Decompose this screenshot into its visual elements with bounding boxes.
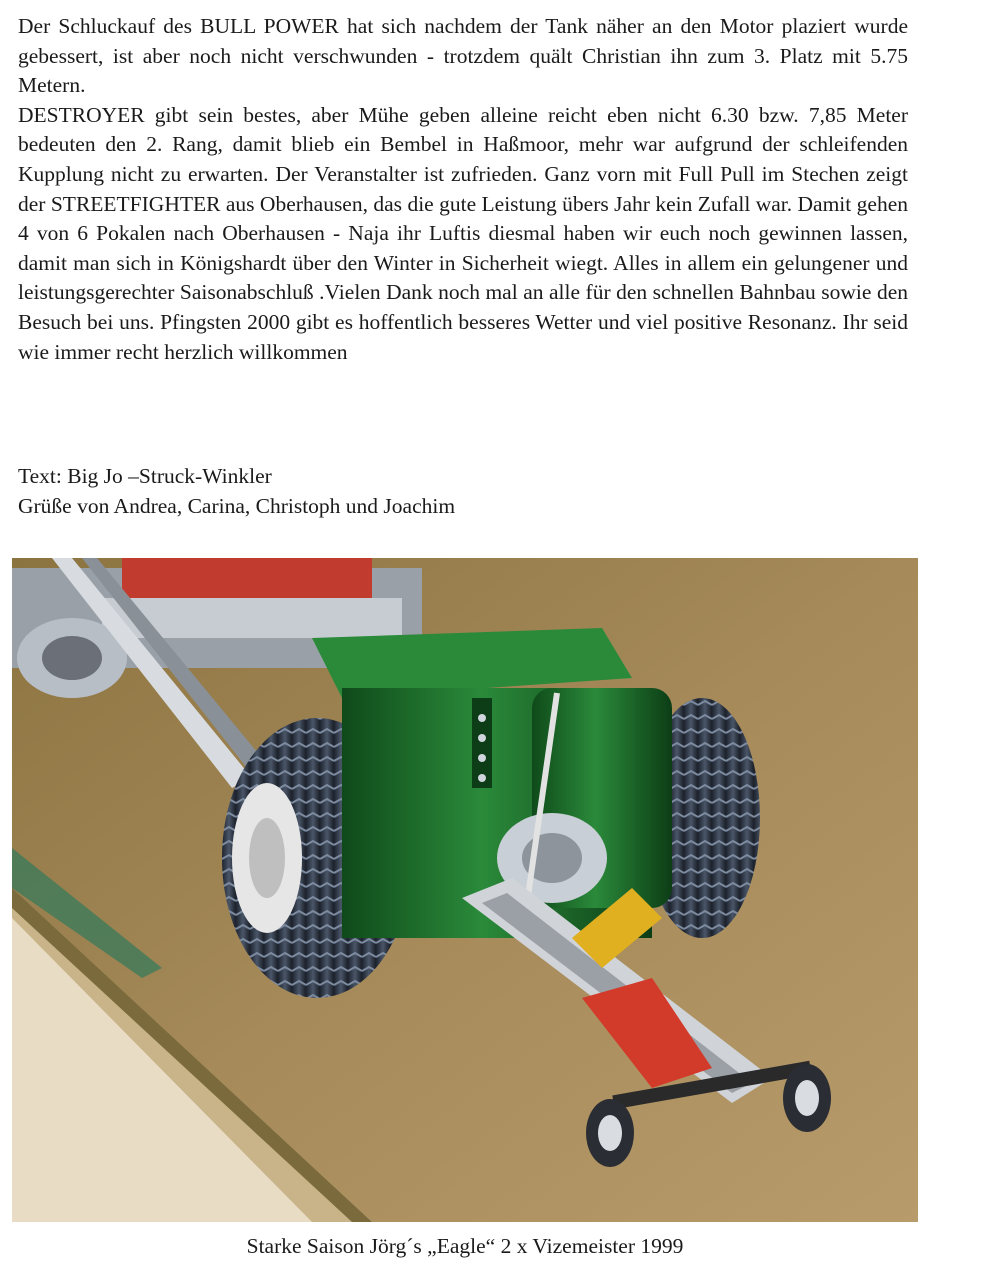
- photo-caption: Starke Saison Jörg´s „Eagle“ 2 x Vizemeister 1999: [246, 1234, 684, 1258]
- article-credits: [18, 461, 718, 521]
- article-paragraph-2: DESTROYER gibt sein bestes, aber Mühe geben alleine reicht eben nicht 6.30 bzw. 7,85 Meter bedeuten den 2. Rang, damit blieb ein Bembel in Haßmoor, mehr war aufgrund der schleifenden Kupplung nicht zu erwarten. Der Veranstalter ist zufrieden. Ganz vorn mit Full Pull im Stechen zeigt der STREETFIGHTER aus Oberhausen, das die gute Leistung übers Jahr kein Zufall war. Damit gehen 4 von 6 Pokalen nach Oberhausen - Naja ihr Luftis diesmal haben wir euch noch gewinnen lassen, damit man sich in Königshardt über den Winter in Sicherheit wiegt. Alles in allem ein gelungener und leistungsgerechter Saisonabschluß .Vielen Dank noch mal an alle für den schnellen Bahnbau sowie den Besuch bei uns. Pfingsten 2000 gibt es hoffentlich besseres Wetter und viel positive Resonanz. Ihr seid wie immer recht herzlich willkommen: [18, 102, 908, 364]
- greeting-line: Grüße von Andrea, Carina, Christoph und Joachim: [18, 494, 456, 518]
- article-text: [18, 12, 908, 367]
- tractor-pulling-photo: [12, 558, 918, 1222]
- article-paragraph-1: Der Schluckauf des BULL POWER hat sich nachdem der Tank näher an den Motor plaziert wurde gebessert, ist aber noch nicht verschwunden - trotzdem quält Christian ihn zum 3. Platz mit 5.75 Metern.: [18, 14, 908, 98]
- author-line: Text: Big Jo –Struck-Winkler: [18, 464, 272, 488]
- tractor-photo-illustration: [12, 558, 918, 1222]
